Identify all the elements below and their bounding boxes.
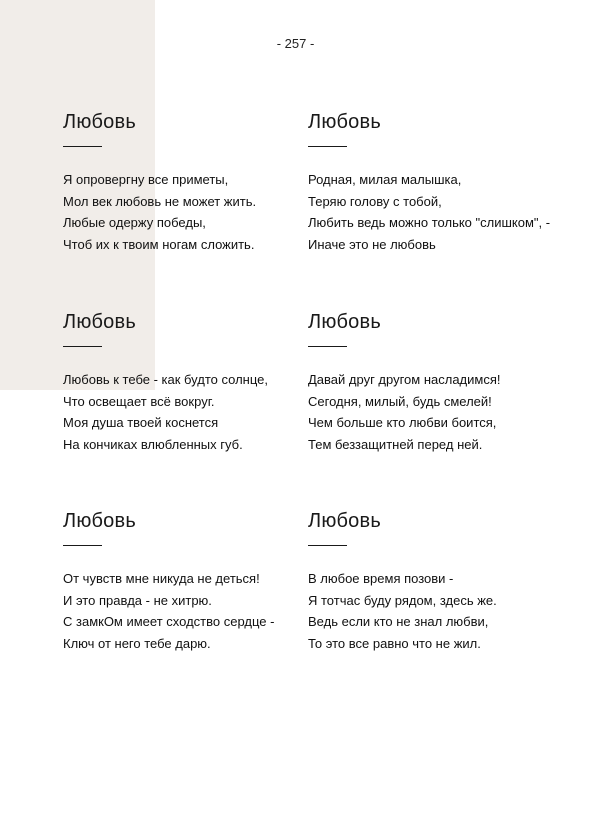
- poem-line: Сегодня, милый, будь смелей!: [308, 393, 492, 409]
- poem-5: [63, 509, 333, 654]
- poem-line: Я тотчас буду рядом, здесь же.: [308, 592, 497, 608]
- poem-line: Чтоб их к твоим ногам сложить.: [63, 236, 255, 252]
- poem-line: С замкОм имеет сходство сердце -: [63, 614, 275, 629]
- poem-1: [63, 110, 333, 255]
- poem-stanza: [63, 568, 333, 654]
- poem-line: Моя душа твоей коснется: [63, 415, 219, 430]
- poem-line: То это все равно что не жил.: [308, 635, 481, 651]
- poem-line: Давай друг другом насладимся!: [308, 372, 501, 387]
- poem-title: Любовь: [308, 510, 381, 532]
- poem-stanza: [63, 169, 333, 255]
- poem-line: В любое время позови -: [308, 571, 454, 586]
- poem-title: Любовь: [308, 311, 381, 333]
- poem-line: Ключ от него тебе дарю.: [63, 635, 211, 651]
- title-divider: [308, 346, 347, 347]
- poem-line: Любые одержу победы,: [63, 215, 206, 230]
- poem-stanza: [308, 568, 578, 654]
- poem-line: Иначе это не любовь: [308, 236, 436, 252]
- poem-line: Я опровергну все приметы,: [63, 172, 229, 187]
- poem-line: Родная, милая малышка,: [308, 172, 462, 187]
- poem-title: Любовь: [63, 311, 136, 333]
- poem-line: Что освещает всё вокруг.: [63, 393, 215, 409]
- poem-line: Теряю голову с тобой,: [308, 193, 442, 209]
- poem-stanza: [308, 169, 578, 255]
- title-divider: [308, 146, 347, 147]
- poem-title: Любовь: [308, 111, 381, 133]
- poem-2: [308, 110, 578, 255]
- poem-stanza: [308, 369, 578, 455]
- poem-line: Ведь если кто не знал любви,: [308, 614, 489, 629]
- poem-4: [308, 310, 578, 455]
- poem-stanza: [63, 369, 333, 455]
- poem-line: Тем беззащитней перед ней.: [308, 436, 483, 452]
- poem-3: [63, 310, 333, 455]
- page-number: - 257 -: [276, 36, 315, 51]
- poem-line: Любить ведь можно только "слишком", -: [308, 215, 551, 230]
- poem-line: Мол век любовь не может жить.: [63, 193, 257, 209]
- title-divider: [63, 346, 102, 347]
- poem-line: Чем больше кто любви боится,: [308, 415, 497, 430]
- poem-line: На кончиках влюбленных губ.: [63, 436, 243, 452]
- poem-line: И это правда - не хитрю.: [63, 592, 212, 608]
- poem-title: Любовь: [63, 111, 136, 133]
- poem-line: От чувств мне никуда не деться!: [63, 571, 260, 586]
- title-divider: [63, 146, 102, 147]
- title-divider: [63, 545, 102, 546]
- poem-line: Любовь к тебе - как будто солнце,: [63, 372, 268, 387]
- poem-6: [308, 509, 578, 654]
- title-divider: [308, 545, 347, 546]
- poem-title: Любовь: [63, 510, 136, 532]
